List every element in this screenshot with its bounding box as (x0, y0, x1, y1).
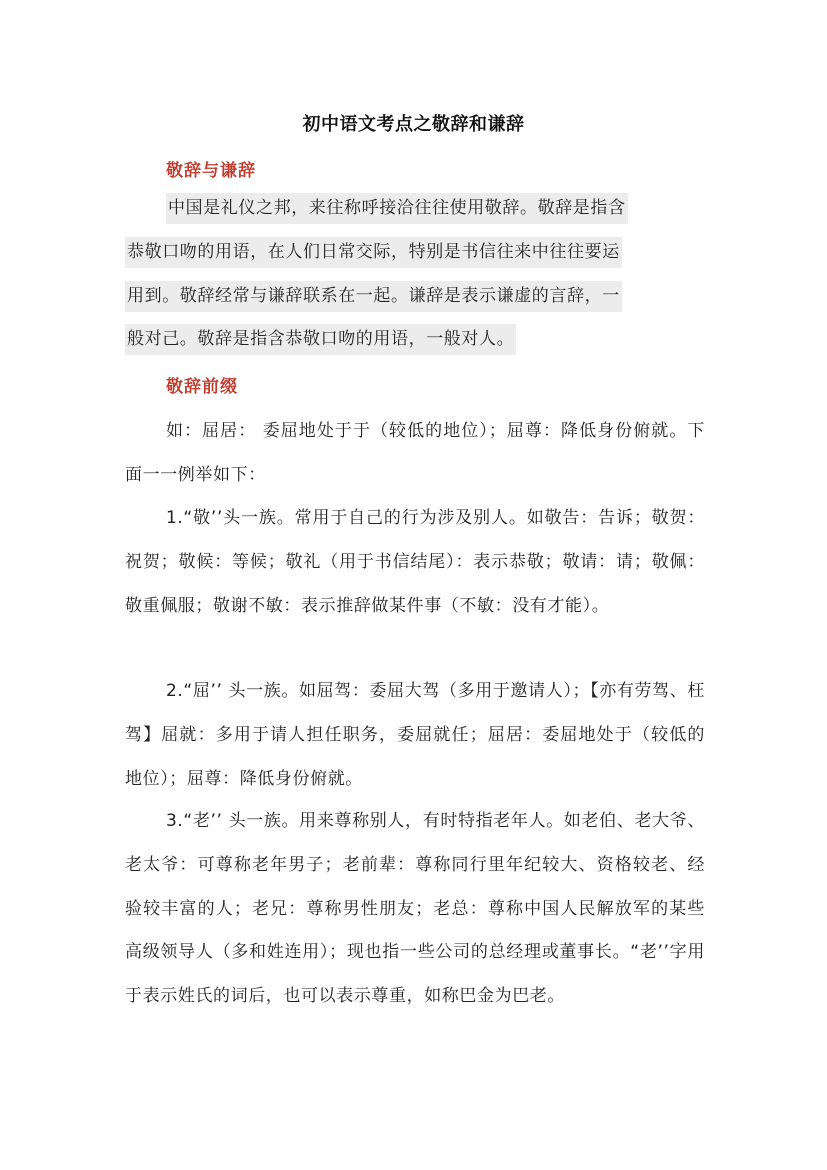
intro-line: 恭敬口吻的用语，在人们日常交际，特别是书信往来中往往要运 (125, 237, 705, 281)
intro-line: 中国是礼仪之邦，来往称呼接洽往往使用敬辞。敬辞是指含 (125, 193, 705, 237)
section-heading-honorifics-and-humble-words: 敬辞与谦辞 (166, 161, 256, 181)
section-heading-honorific-prefixes: 敬辞前缀 (166, 377, 238, 397)
intro-line: 般对己。敬辞是指含恭敬口吻的用语，一般对人。 (125, 324, 705, 368)
document-title: 初中语文考点之敬辞和谦辞 (302, 114, 525, 135)
paragraph-qu-prefix: 2.“屈’’ 头一族。如屈驾：委屈大驾（多用于邀请人）；【亦有劳驾、枉驾】屈就：多用于请人担任职务，委屈就任；屈居：委屈地处于（较低的地位）；屈尊：降低身份俯就。 (125, 681, 705, 789)
paragraph-jing-prefix: 1.“敬’’头一族。常用于自己的行为涉及别人。如敬告：告诉；敬贺：祝贺；敬候：等候；敬礼（用于书信结尾）：表示恭敬；敬请：请；敬佩：敬重佩服；敬谢不敏：表示推辞做某件事（不敏：没有才能）。 (125, 508, 705, 616)
paragraph-lao-prefix: 3.“老’’ 头一族。用来尊称别人，有时特指老年人。如老伯、老大爷、老太爷：可尊称老年男子；老前辈：尊称同行里年纪较大、资格较老、经验较丰富的人；老兄：尊称男性朋友；老总：尊称中国人民解放军的某些高级领导人（多和姓连用）；现也指一些公司的总经理或董事长。“老’’字用于表示姓氏的词后，也可以表示尊重，如称巴金为巴老。 (125, 811, 705, 1007)
intro-paragraph (125, 193, 705, 368)
paragraph-intro-example: 如：屈居： 委屈地处于于（较低的地位）；屈尊：降低身份俯就。下面一一例举如下： (125, 421, 705, 485)
intro-line: 用到。敬辞经常与谦辞联系在一起。谦辞是表示谦虚的言辞，一 (125, 281, 705, 325)
